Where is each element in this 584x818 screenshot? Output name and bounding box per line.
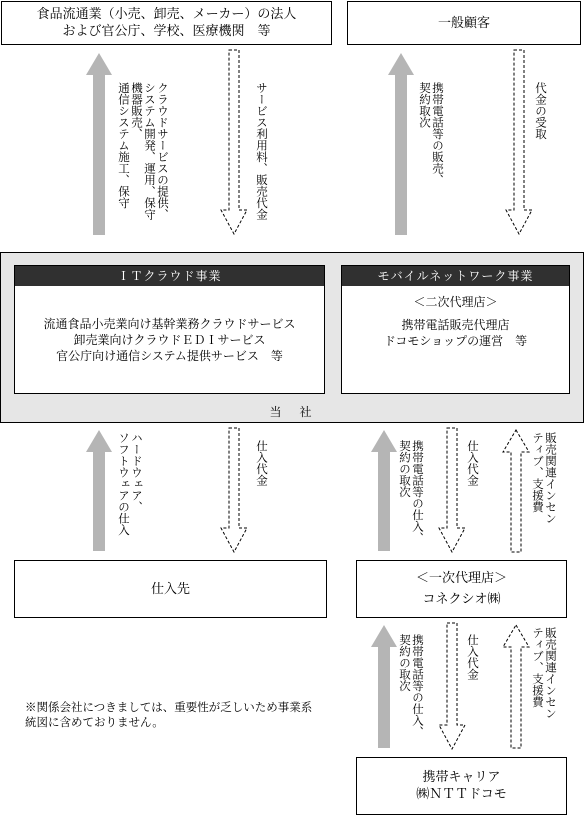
up-arrow-hardware-purchase [86, 430, 112, 551]
food-distribution-line2: および官公庁、学校、医療機関 等 [62, 24, 271, 39]
primary-agent-name: コネクシオ㈱ [422, 592, 501, 607]
incentive-bottom-text: 販売関連インセン ティブ、支援費 [531, 627, 558, 719]
mobile-network-content [342, 294, 569, 349]
supplier-box [14, 560, 327, 618]
down-arrow-purchase-payment-left [220, 428, 248, 553]
up-arrow-mobile-purchase [371, 430, 397, 551]
carrier-payment-text: 仕入代金 [466, 634, 480, 680]
supplier-label: 仕入先 [150, 581, 190, 597]
footnote-line2: 統図に含めておりません。 [25, 715, 164, 729]
footnote-line1: ※関係会社につきましては、重要性が乏しいため事業系 [25, 700, 313, 714]
down-arrow-service-fee [220, 50, 248, 235]
incentive-mid-text: 販売関連インセン ティブ、支援費 [531, 432, 558, 524]
general-customers-label: 一般顧客 [437, 15, 490, 31]
service-provision-text: クラウドサービスの提供、 システム開発、運用、保守 機器販売、 通信システム施工、保守 [117, 82, 170, 220]
down-arrow-payment [505, 50, 533, 235]
down-arrow-carrier-payment [438, 623, 466, 750]
carrier-name: ㈱ＮＴＴドコモ [416, 787, 507, 802]
mobile-purchase-text: 携帯電話等の仕入、 契約の取次 [398, 440, 425, 544]
down-arrow-purchase-payment-right [438, 428, 466, 553]
it-cloud-item: 卸売業向けクラウドＥＤＩサービス [73, 333, 266, 347]
up-arrow-mobile-sales [388, 53, 414, 235]
purchase-payment-right-text: 仕入代金 [466, 440, 480, 486]
mobile-network-panel [341, 265, 570, 394]
up-arrow-carrier-purchase [371, 625, 397, 748]
footnote [25, 700, 312, 730]
it-cloud-item: 流通食品小売業向け基幹業務クラウドサービス [43, 317, 296, 331]
primary-agent-box [356, 560, 567, 618]
company-label: 当 社 [269, 405, 315, 419]
hardware-purchase-text: ハードウェア、 ソフトウェアの仕入 [117, 432, 144, 536]
it-cloud-items [15, 316, 324, 364]
up-arrow-incentive-bottom [503, 625, 529, 749]
up-arrow-incentive-mid [503, 430, 529, 553]
food-distribution-line1: 食品流通業（小売、卸売、メーカー）の法人 [36, 7, 297, 22]
mobile-network-item: ドコモショップの運営 等 [383, 334, 528, 348]
payment-text: 代金の受取 [534, 82, 548, 140]
mobile-sales-text: 携帯電話等の販売、 契約取次 [418, 82, 445, 186]
mobile-network-title: モバイルネットワーク事業 [342, 266, 569, 286]
up-arrow-service-provision [86, 53, 112, 235]
food-distribution-customers-box [1, 1, 332, 45]
service-fee-text: サービス利用料、販売代金 [255, 82, 269, 220]
carrier-box [356, 757, 567, 815]
primary-agent-title: ＜一次代理店＞ [415, 571, 507, 586]
purchase-payment-left-text: 仕入代金 [255, 440, 269, 486]
secondary-agent-subtitle: ＜二次代理店＞ [413, 295, 498, 309]
it-cloud-item: 官公庁向け通信システム提供サービス 等 [56, 349, 283, 363]
mobile-network-item: 携帯電話販売代理店 [401, 318, 510, 332]
carrier-purchase-text: 携帯電話等の仕入、 契約の取次 [398, 634, 425, 738]
general-customers-box [347, 1, 581, 45]
carrier-label: 携帯キャリア [422, 770, 501, 785]
it-cloud-title: ＩＴクラウド事業 [15, 266, 324, 286]
it-cloud-panel [14, 265, 325, 394]
